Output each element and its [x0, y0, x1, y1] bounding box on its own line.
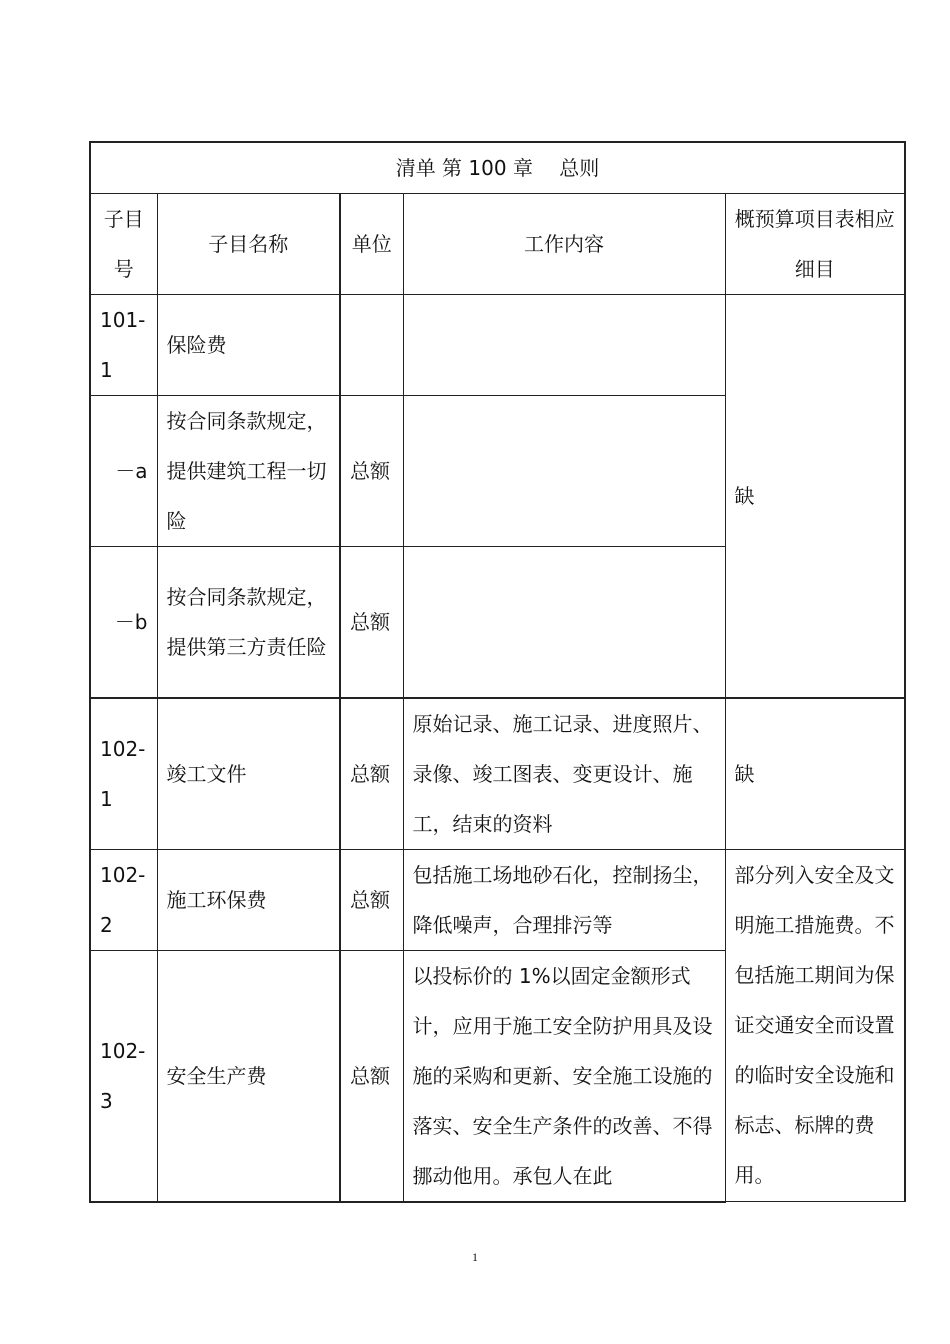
table-row [90, 295, 905, 396]
row-code: 102-3 [90, 950, 157, 1202]
header-note: 概预算项目表相应细目 [725, 194, 905, 295]
table-row [90, 698, 905, 850]
page-number: 1 [472, 1250, 478, 1264]
row-name: 安全生产费 [157, 950, 340, 1202]
row-unit: 总额 [340, 547, 403, 698]
row-unit [340, 295, 403, 396]
header-unit: 单位 [340, 194, 403, 295]
row-name: 按合同条款规定，提供第三方责任险 [157, 547, 340, 698]
row-unit: 总额 [340, 396, 403, 547]
row-content [403, 295, 725, 396]
row-content: 包括施工场地砂石化，控制扬尘，降低噪声，合理排污等 [403, 849, 725, 950]
row-unit: 总额 [340, 849, 403, 950]
table-title: 清单 第 100 章 总则 [90, 142, 905, 194]
row-name: 保险费 [157, 295, 340, 396]
table-row [90, 849, 905, 950]
row-content [403, 547, 725, 698]
row-code: 102-2 [90, 849, 157, 950]
row-code: －a [90, 396, 157, 547]
row-unit: 总额 [340, 698, 403, 850]
bill-table [89, 141, 906, 1203]
table-header-row [90, 194, 905, 295]
row-name: 施工环保费 [157, 849, 340, 950]
table-title-row [90, 142, 905, 194]
header-code: 子目号 [90, 194, 157, 295]
row-unit: 总额 [340, 950, 403, 1202]
header-content: 工作内容 [403, 194, 725, 295]
row-note: 部分列入安全及文明施工措施费。不包括施工期间为保证交通安全而设置的临时安全设施和标志、标牌的费用。 [725, 849, 905, 1202]
row-note: 缺 [725, 698, 905, 850]
row-code: 102-1 [90, 698, 157, 850]
row-content [403, 396, 725, 547]
row-code: －b [90, 547, 157, 698]
row-name: 竣工文件 [157, 698, 340, 850]
row-content: 原始记录、施工记录、进度照片、录像、竣工图表、变更设计、施工，结束的资料 [403, 698, 725, 850]
header-name: 子目名称 [157, 194, 340, 295]
row-content: 以投标价的 1%以固定金额形式计，应用于施工安全防护用具及设施的采购和更新、安全施工设施的落实、安全生产条件的改善、不得挪动他用。承包人在此 [403, 950, 725, 1202]
row-code: 101-1 [90, 295, 157, 396]
row-name: 按合同条款规定，提供建筑工程一切险 [157, 396, 340, 547]
row-note: 缺 [725, 295, 905, 698]
